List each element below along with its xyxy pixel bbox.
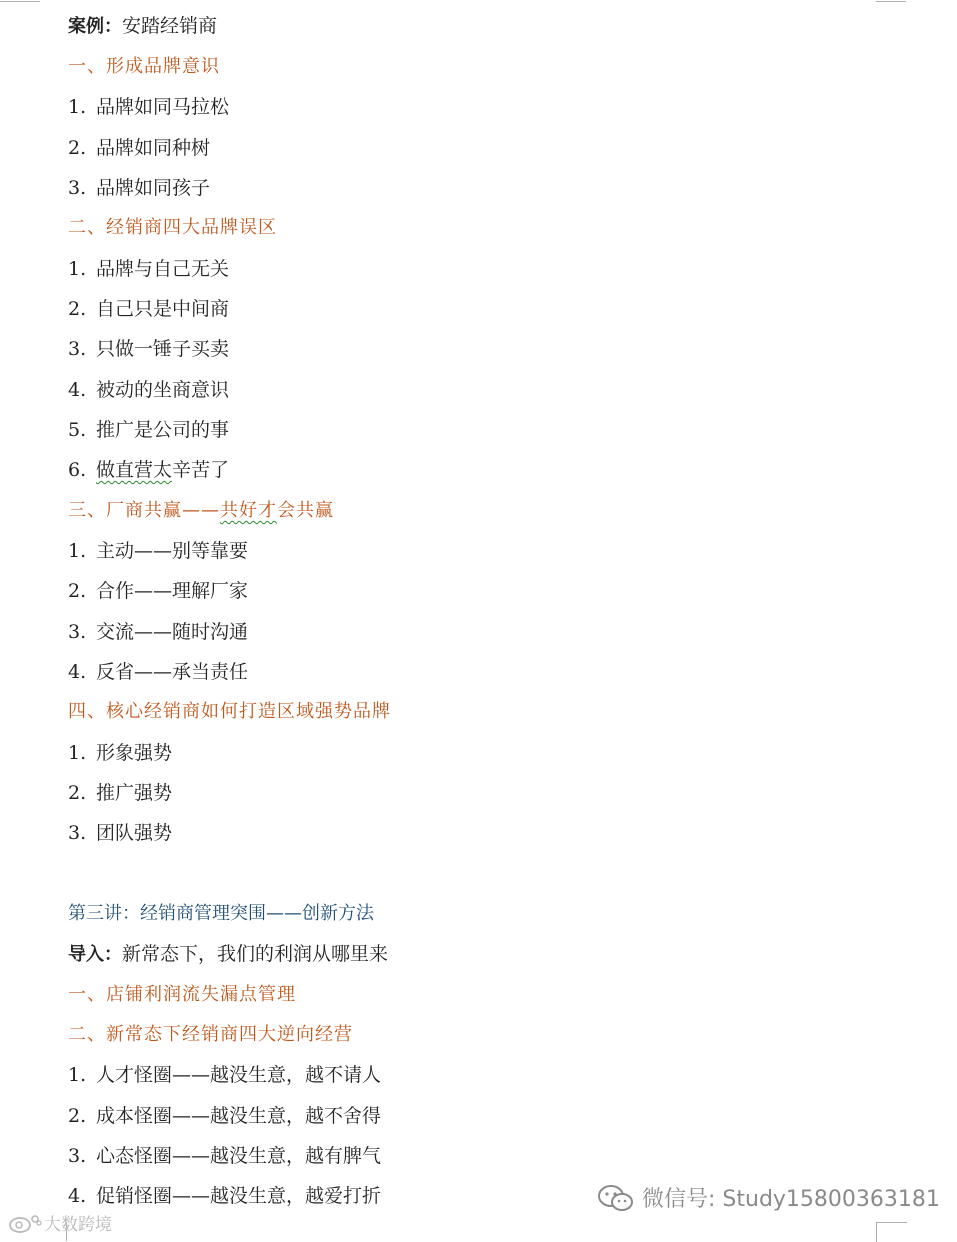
- list-item: 1. 主动——别等靠要: [68, 540, 249, 562]
- section-heading-2: 二、经销商四大品牌误区: [68, 217, 277, 238]
- page-corner-mark-top-right: [876, 0, 906, 2]
- brand-watermark-text: 大数跨境: [44, 1215, 112, 1235]
- list-item: 3. 交流——随时沟通: [68, 621, 249, 643]
- list-item: 1. 人才怪圈——越没生意，越不请人: [68, 1064, 382, 1086]
- section-heading-1: 一、形成品牌意识: [68, 56, 220, 77]
- section-heading-4: 四、核心经销商如何打造区域强势品牌: [68, 701, 391, 722]
- list-item: 3. 心态怪圈——越没生意，越有脾气: [68, 1145, 382, 1167]
- list-item: 6. 做直营太辛苦了: [68, 459, 230, 481]
- spellcheck-underlined-text: 共好才: [220, 500, 277, 521]
- page-corner-mark-top-left: [0, 0, 40, 2]
- list-item: 1. 品牌如同马拉松: [68, 96, 230, 118]
- list-item: 1. 形象强势: [68, 742, 173, 764]
- list-item: 3. 团队强势: [68, 822, 173, 844]
- page-corner-mark-bottom-right: [876, 1222, 907, 1242]
- case-label: 案例：: [68, 16, 122, 37]
- list-item: 2. 合作——理解厂家: [68, 580, 249, 602]
- lecture-heading-2: 二、新常态下经销商四大逆向经营: [68, 1024, 353, 1045]
- list-item: 2. 品牌如同种树: [68, 137, 211, 159]
- wechat-watermark: [596, 1182, 940, 1213]
- brand-watermark: [8, 1210, 112, 1235]
- lecture-title: 第三讲：经销商管理突围——创新方法: [68, 903, 374, 924]
- weibo-icon: [8, 1213, 42, 1233]
- case-line: [68, 14, 217, 39]
- list-item: 4. 促销怪圈——越没生意，越爱打折: [68, 1185, 382, 1207]
- list-item: 1. 品牌与自己无关: [68, 258, 230, 280]
- list-item: 2. 推广强势: [68, 782, 173, 804]
- spellcheck-underlined-text: 做直营太: [96, 459, 173, 481]
- list-item: 4. 被动的坐商意识: [68, 379, 230, 401]
- list-item: 2. 成本怪圈——越没生意，越不舍得: [68, 1105, 382, 1127]
- intro-text: 新常态下，我们的利润从哪里来: [122, 943, 389, 965]
- intro-line: [68, 942, 388, 967]
- list-item: 2. 自己只是中间商: [68, 298, 230, 320]
- wechat-id-text: 微信号: Study15800363181: [642, 1187, 940, 1212]
- list-item: 3. 品牌如同孩子: [68, 177, 211, 199]
- intro-label: 导入：: [68, 944, 122, 965]
- lecture-heading-1: 一、店铺利润流失漏点管理: [68, 984, 296, 1005]
- list-item: 4. 反省——承当责任: [68, 661, 249, 683]
- wechat-icon: [596, 1183, 636, 1213]
- case-text: 安踏经销商: [122, 15, 218, 37]
- list-item: 5. 推广是公司的事: [68, 419, 230, 441]
- list-item: 3. 只做一锤子买卖: [68, 338, 230, 360]
- section-heading-3: 三、厂商共赢——共好才会共赢: [68, 500, 334, 521]
